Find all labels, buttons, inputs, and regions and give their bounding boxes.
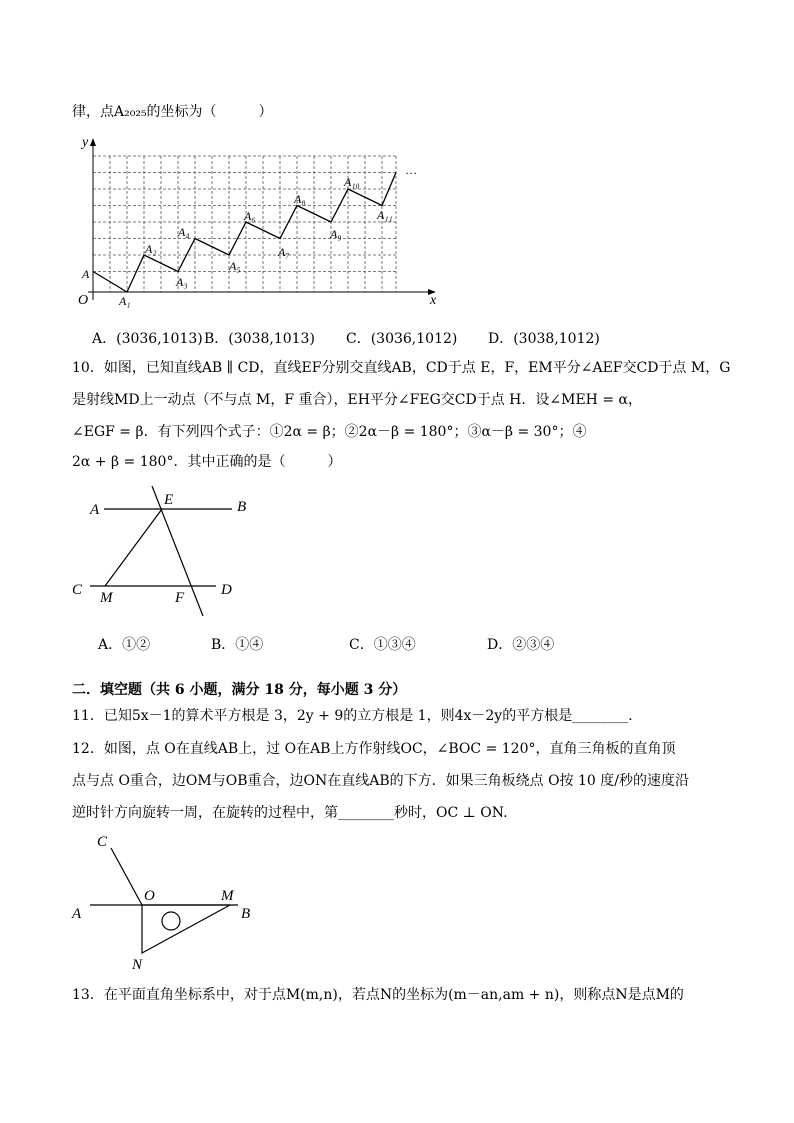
point-label-A6: A₆ [244,209,256,223]
label-O: O [144,888,155,904]
label-C: C [97,834,108,850]
q10-option-b[interactable]: B．①④ [211,637,264,653]
point-label-A8: A₈ [294,192,306,206]
q10-line-3: ∠EGF = β．有下列四个式子：①2α = β；②2α－β = 180°；③α－β = 30°；④ [72,424,587,440]
q12-line-3: 逆时针方向旋转一周，在旋转的过程中，第________秒时，OC ⊥ ON. [72,805,508,821]
q12-line-2: 点与点 O重合，边OM与OB重合，边ON在直线AB的下方．如果三角板绕点 O按 10 度/秒的速度沿 [72,773,689,789]
q10-line-4: 2α + β = 180°．其中正确的是（ ） [72,454,342,470]
label-E: E [164,492,174,508]
ellipsis-label: … [406,163,417,177]
q10-line-2: 是射线MD上一动点（不与点 M，F 重合），EH平分∠FEG交CD于点 H．设∠MEH = α， [72,392,642,408]
q12-line-1: 12．如图，点 O在直线AB上，过 O在AB上方作射线OC，∠BOC = 120°，直角三角板的直角顶 [72,741,676,757]
q11-text: 11．已知5x－1的算术平方根是 3，2y + 9的立方根是 1，则4x－2y的平方根是________． [72,708,643,724]
point-label-A4: A₄ [178,225,190,239]
label-F: F [175,590,185,606]
label-A: A [90,502,100,518]
q10-line-1: 10．如图，已知直线AB ∥ CD，直线EF分别交直线AB，CD于点 E，F，EM平分∠AEF交CD于点 M，G [72,360,731,376]
triangle-set-square [142,905,230,953]
label-M: M [221,888,234,904]
point-label-A: A [82,267,90,281]
point-label-A9: A₉ [330,227,342,241]
ray-OC [111,848,142,905]
label-A: A [72,906,82,922]
q10-option-c[interactable]: C．①③④ [349,637,416,653]
label-M: M [100,590,113,606]
q10-option-d[interactable]: D．②③④ [487,637,555,653]
point-label-A5: A₅ [229,259,241,273]
point-label-A10: A₁₀ [344,175,360,189]
q9-option-c[interactable]: C．(3036,1012) [346,331,458,347]
y-axis-label: y [82,135,89,150]
label-B: B [241,906,251,922]
q9-option-a[interactable]: A．(3036,1013) [92,331,203,347]
q10-option-a[interactable]: A．①② [98,637,151,653]
q13-text: 13．在平面直角坐标系中，对于点M(m,n)，若点N的坐标为(m－an,am + n)，则称点N是点M的 [72,987,684,1003]
origin-label: O [78,293,89,308]
point-label-A7: A₇ [278,245,290,259]
section-2-title: 二．填空题（共 6 小题，满分 18 分，每小题 3 分） [72,682,407,698]
point-label-A1: A₁ [119,294,131,308]
point-label-A2: A₂ [145,242,157,256]
point-label-A11: A₁₁ [377,208,393,222]
label-D: D [221,582,232,598]
q9-option-d[interactable]: D．(3038,1012) [488,331,600,347]
q9-stem-tail: 律，点A₂₀₂₅的坐标为（ ） [72,104,273,120]
label-B: B [237,499,247,515]
point-label-A3: A₃ [176,275,188,289]
label-N: N [132,957,143,973]
label-C: C [72,582,83,598]
x-axis-label: x [430,293,437,308]
q9-option-b[interactable]: B．(3038,1013) [204,331,315,347]
set-square-hole [162,912,180,930]
